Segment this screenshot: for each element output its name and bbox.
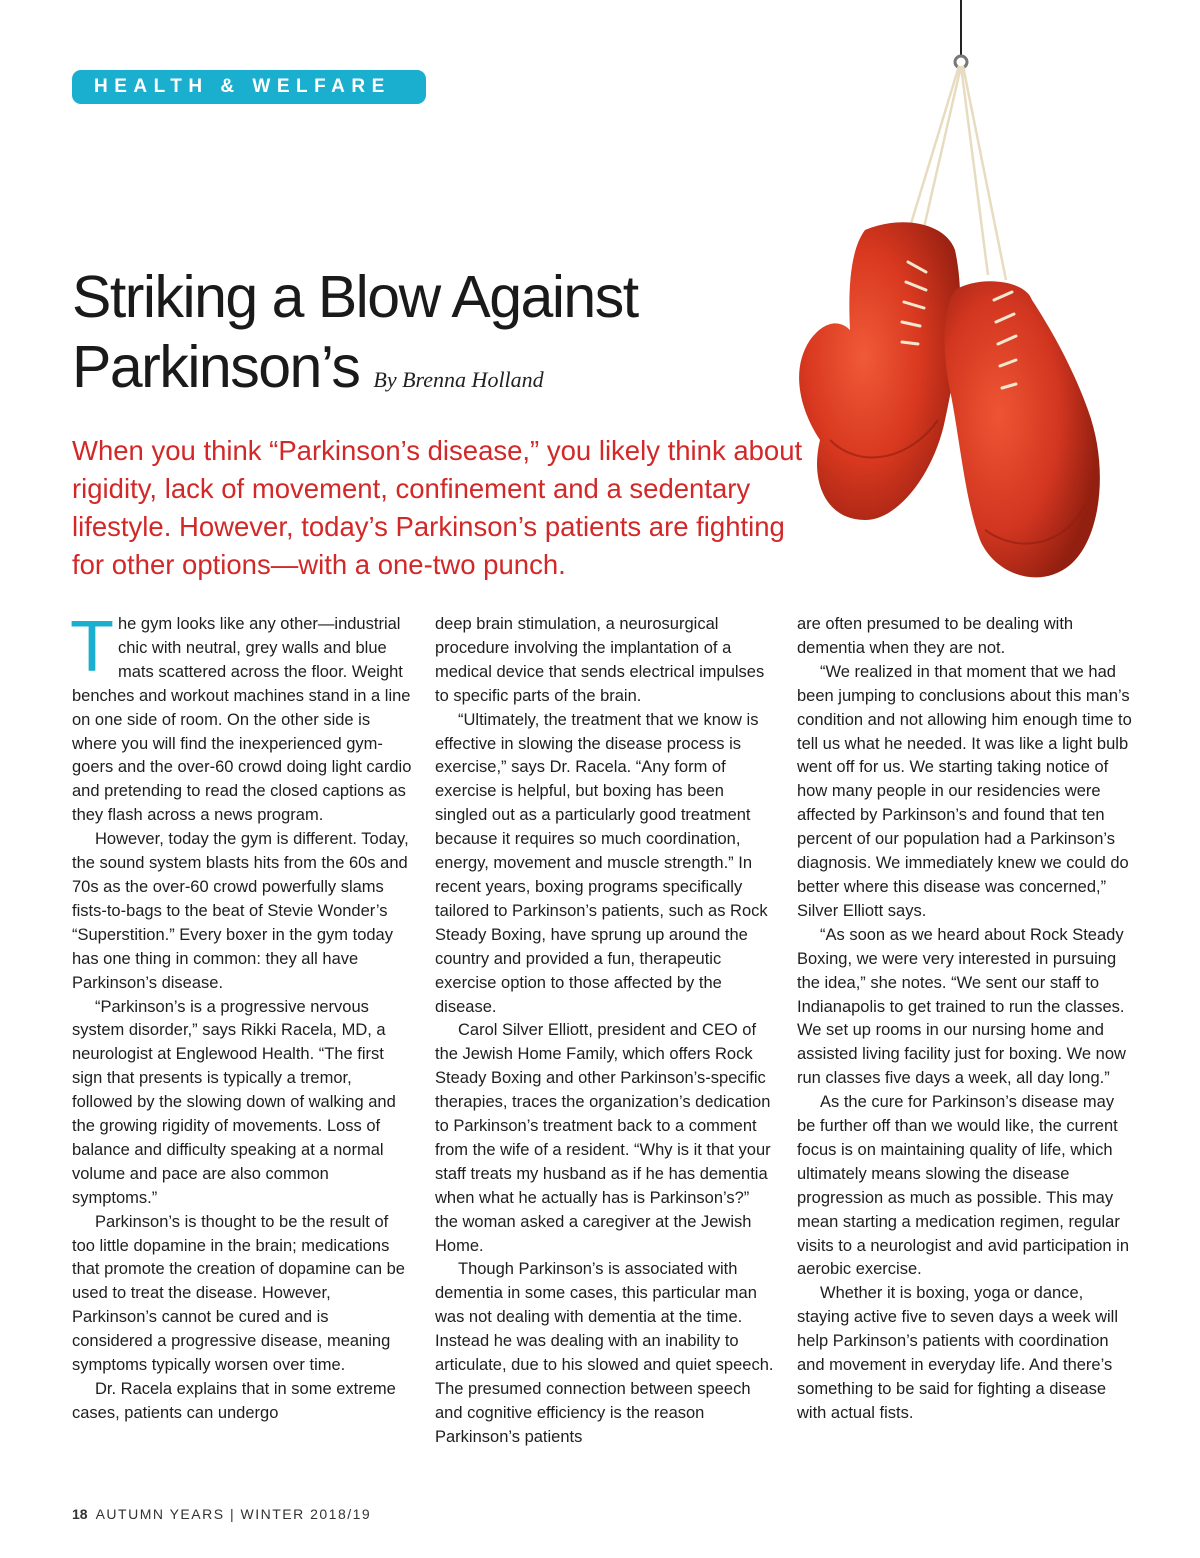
title-line-2: Parkinson’s <box>72 334 360 400</box>
column-1 <box>70 607 412 1426</box>
paragraph: “We realized in that moment that we had been jumping to conclusions about this man’s condition and not allowing him enough time to tell us what he needed. It was like a light bulb went off for us. We starting taking notice of how many people in our residencies were affected by Parkinson’s and found that ten percent of our population had a Parkinson’s diagnosis. We immediately knew we could do better where this disease was concerned,” Silver Elliott says. <box>797 662 1132 920</box>
paragraph: “Ultimately, the treatment that we know is effective in slowing the disease process is exercise,” says Dr. Racela. “Any form of exercise is helpful, but boxing has been singled out as a particularly good treatment because it requires so much coordination, energy, movement and muscle strength.” In recent years, boxing programs specifically tailored to Parkinson’s patients, such as Rock Steady Boxing, have sprung up around the country and provided a fun, therapeutic exercise option to those affected by the disease. <box>435 710 768 1016</box>
column-3 <box>797 613 1137 1426</box>
paragraph: As the cure for Parkinson’s disease may be further off than we would like, the current focus is on maintaining quality of life, which ultimately means slowing the disease progression as much as possible. This may mean starting a medication regimen, regular visits to a neurologist and avid participation in aerobic exercise. <box>797 1093 1130 1279</box>
paragraph: Parkinson’s is thought to be the result of too little dopamine in the brain; medications that promote the creation of dopamine can be used to treat the disease. However, Parkinson’s cannot be cured and is considered a progressive disease, meaning symptoms typically worsen over time. <box>72 1212 405 1375</box>
drop-cap: T <box>70 607 114 687</box>
paragraph: “Parkinson’s is a progressive nervous system disorder,” says Rikki Racela, MD, a neurologist at Englewood Health. “The first sign that presents is typically a tremor, followed by the slowing down of walking and the growing rigidity of movements. Loss of balance and difficulty speaking at a normal volume and pace are also common symptoms.” <box>72 997 396 1207</box>
paragraph: Carol Silver Elliott, president and CEO of the Jewish Home Family, which offers Rock Steady Boxing and other Parkinson’s-specific therapies, traces the organization’s dedication to Parkinson’s treatment back to a comment from the wife of a resident. “Why is it that your staff treats my husband as if he has dementia when what he actually has is Parkinson’s?” the woman asked a caregiver at the Jewish Home. <box>435 1021 771 1255</box>
paragraph: Though Parkinson’s is associated with dementia in some cases, this particular man was not dealing with dementia at the time. Instead he was dealing with an inability to articulate, due to his slowed and quiet speech. The presumed connection between speech and cognitive efficiency is the reason Parkinson’s patients <box>435 1260 774 1446</box>
title-line-1: Striking a Blow Against <box>72 264 638 330</box>
byline: By Brenna Holland <box>373 367 544 392</box>
boxing-gloves-image <box>770 0 1150 590</box>
paragraph: “As soon as we heard about Rock Steady Boxing, we were very interested in pursuing the idea,” she notes. “We sent our staff to Indianapolis to get trained to run the classes. We set up rooms in our nursing home and assisted living facility just for boxing. We now run classes five days a week, all day long.” <box>797 925 1126 1088</box>
paragraph: deep brain stimulation, a neurosurgical procedure involving the implantation of a medical device that sends electrical impulses to specific parts of the brain. <box>435 615 765 705</box>
column-2 <box>435 613 775 1450</box>
paragraph: Dr. Racela explains that in some extreme cases, patients can undergo <box>72 1380 396 1422</box>
publication-issue: AUTUMN YEARS | WINTER 2018/19 <box>95 1506 372 1522</box>
article-deck: When you think “Parkinson’s disease,” you likely think about rigidity, lack of movement, confinement and a sedentary lifestyle. However, today’s Parkinson’s patients are fighting for other options—with a one-two punch. <box>72 435 803 580</box>
paragraph: However, today the gym is different. Today, the sound system blasts hits from the 60s and 70s as the over-60 crowd powerfully slams fists-to-bags to the beat of Stevie Wonder’s “Superstition.” Every boxer in the gym today has one thing in common: they all have Parkinson’s disease. <box>72 830 409 992</box>
page-footer <box>72 1506 371 1522</box>
article-title <box>72 262 638 415</box>
page-number: 18 <box>72 1506 88 1522</box>
paragraph: are often presumed to be dealing with dementia when they are not. <box>797 615 1074 657</box>
paragraph: Whether it is boxing, yoga or dance, staying active five to seven days a week will help Parkinson’s patients with coordination and movement in everyday life. And there’s something to be said for fighting a disease with actual fists. <box>797 1284 1118 1422</box>
section-tag: HEALTH & WELFARE <box>72 70 426 104</box>
left-glove <box>799 222 960 520</box>
right-glove <box>945 281 1100 577</box>
paragraph: The gym looks like any other—industrial chic with neutral, grey walls and blue mats scattered across the floor. Weight benches and workout machines stand in a line on one side of room. On the other side is where you will find the inexperienced gym-goers and the over-60 crowd doing light cardio and pretending to read the closed captions as they flash across a news program. <box>70 607 412 825</box>
